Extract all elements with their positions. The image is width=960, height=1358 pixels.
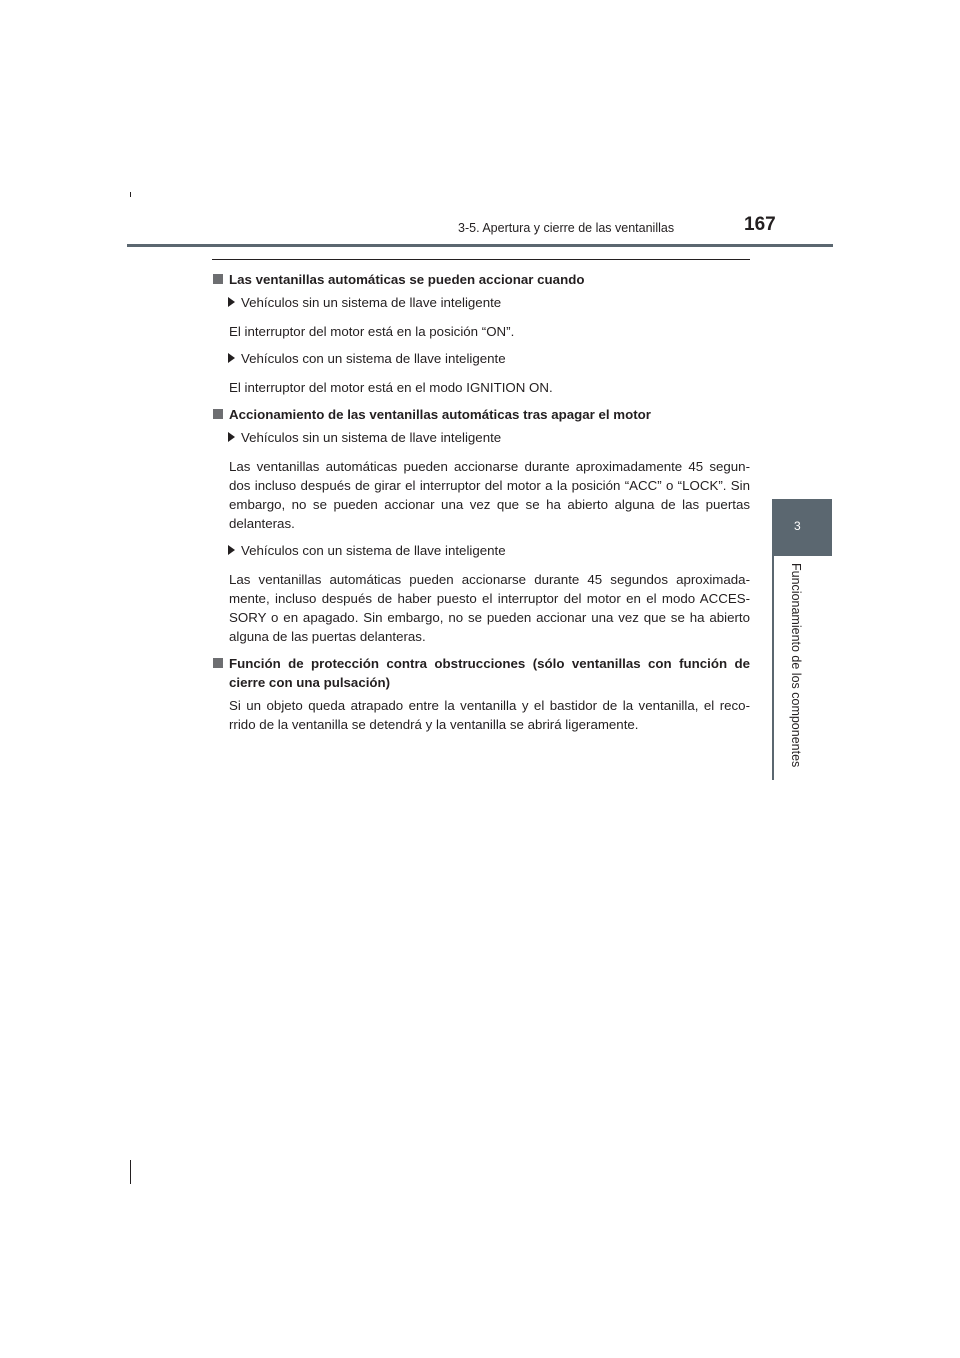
chapter-tab-box xyxy=(772,499,832,556)
square-bullet-icon xyxy=(213,274,223,284)
square-bullet-icon xyxy=(213,658,223,668)
vehicle-type-bullet: Vehículos con un sistema de llave inteligente xyxy=(212,541,750,560)
triangle-bullet-icon xyxy=(228,545,235,555)
body-paragraph: Las ventanillas automáticas pueden accionarse durante 45 segundos aproximada-mente, incluso después de haber puesto el interruptor del motor en el modo ACCES-SORY o en apagado. Sin embargo, no se pueden accionar una vez que se ha abierto alguna de las puertas delanteras. xyxy=(229,572,750,644)
page-number: 167 xyxy=(744,214,776,235)
content-top-rule xyxy=(212,259,750,260)
vehicle-type-bullet: Vehículos con un sistema de llave inteligente xyxy=(212,349,750,368)
chapter-label: Funcionamiento de los componentes xyxy=(789,563,803,768)
body-paragraph: El interruptor del motor está en el modo IGNITION ON. xyxy=(229,380,553,395)
crop-mark-top xyxy=(130,192,131,197)
vehicle-type-bullet: Vehículos sin un sistema de llave inteligente xyxy=(212,293,750,312)
page-content xyxy=(212,270,750,742)
crop-mark-bottom xyxy=(130,1160,131,1184)
vehicle-type-bullet: Vehículos sin un sistema de llave inteligente xyxy=(212,428,750,447)
triangle-bullet-icon xyxy=(228,297,235,307)
section-heading: Las ventanillas automáticas se pueden accionar cuando xyxy=(212,270,750,289)
triangle-bullet-icon xyxy=(228,353,235,363)
chapter-number: 3 xyxy=(794,519,801,533)
triangle-bullet-icon xyxy=(228,432,235,442)
body-paragraph: El interruptor del motor está en la posición “ON”. xyxy=(229,324,515,339)
body-paragraph: Si un objeto queda atrapado entre la ventanilla y el bastidor de la ventanilla, el reco-rrido de la ventanilla se detendrá y la ventanilla se abrirá ligeramente. xyxy=(229,698,750,732)
section-heading: Función de protección contra obstrucciones (sólo ventanillas con función de cierre con una pulsación) xyxy=(212,654,750,692)
section-title: 3-5. Apertura y cierre de las ventanillas xyxy=(458,221,675,235)
chapter-tab-line xyxy=(772,556,774,780)
body-paragraph: Las ventanillas automáticas pueden accionarse durante aproximadamente 45 segun-dos incluso después de girar el interruptor del motor a la posición “ACC” o “LOCK”. Sin embargo, no se pueden accionar una vez que se ha abierto alguna de las puertas delanteras. xyxy=(229,459,750,531)
square-bullet-icon xyxy=(213,409,223,419)
header-rule xyxy=(127,244,833,247)
section-heading: Accionamiento de las ventanillas automáticas tras apagar el motor xyxy=(212,405,750,424)
